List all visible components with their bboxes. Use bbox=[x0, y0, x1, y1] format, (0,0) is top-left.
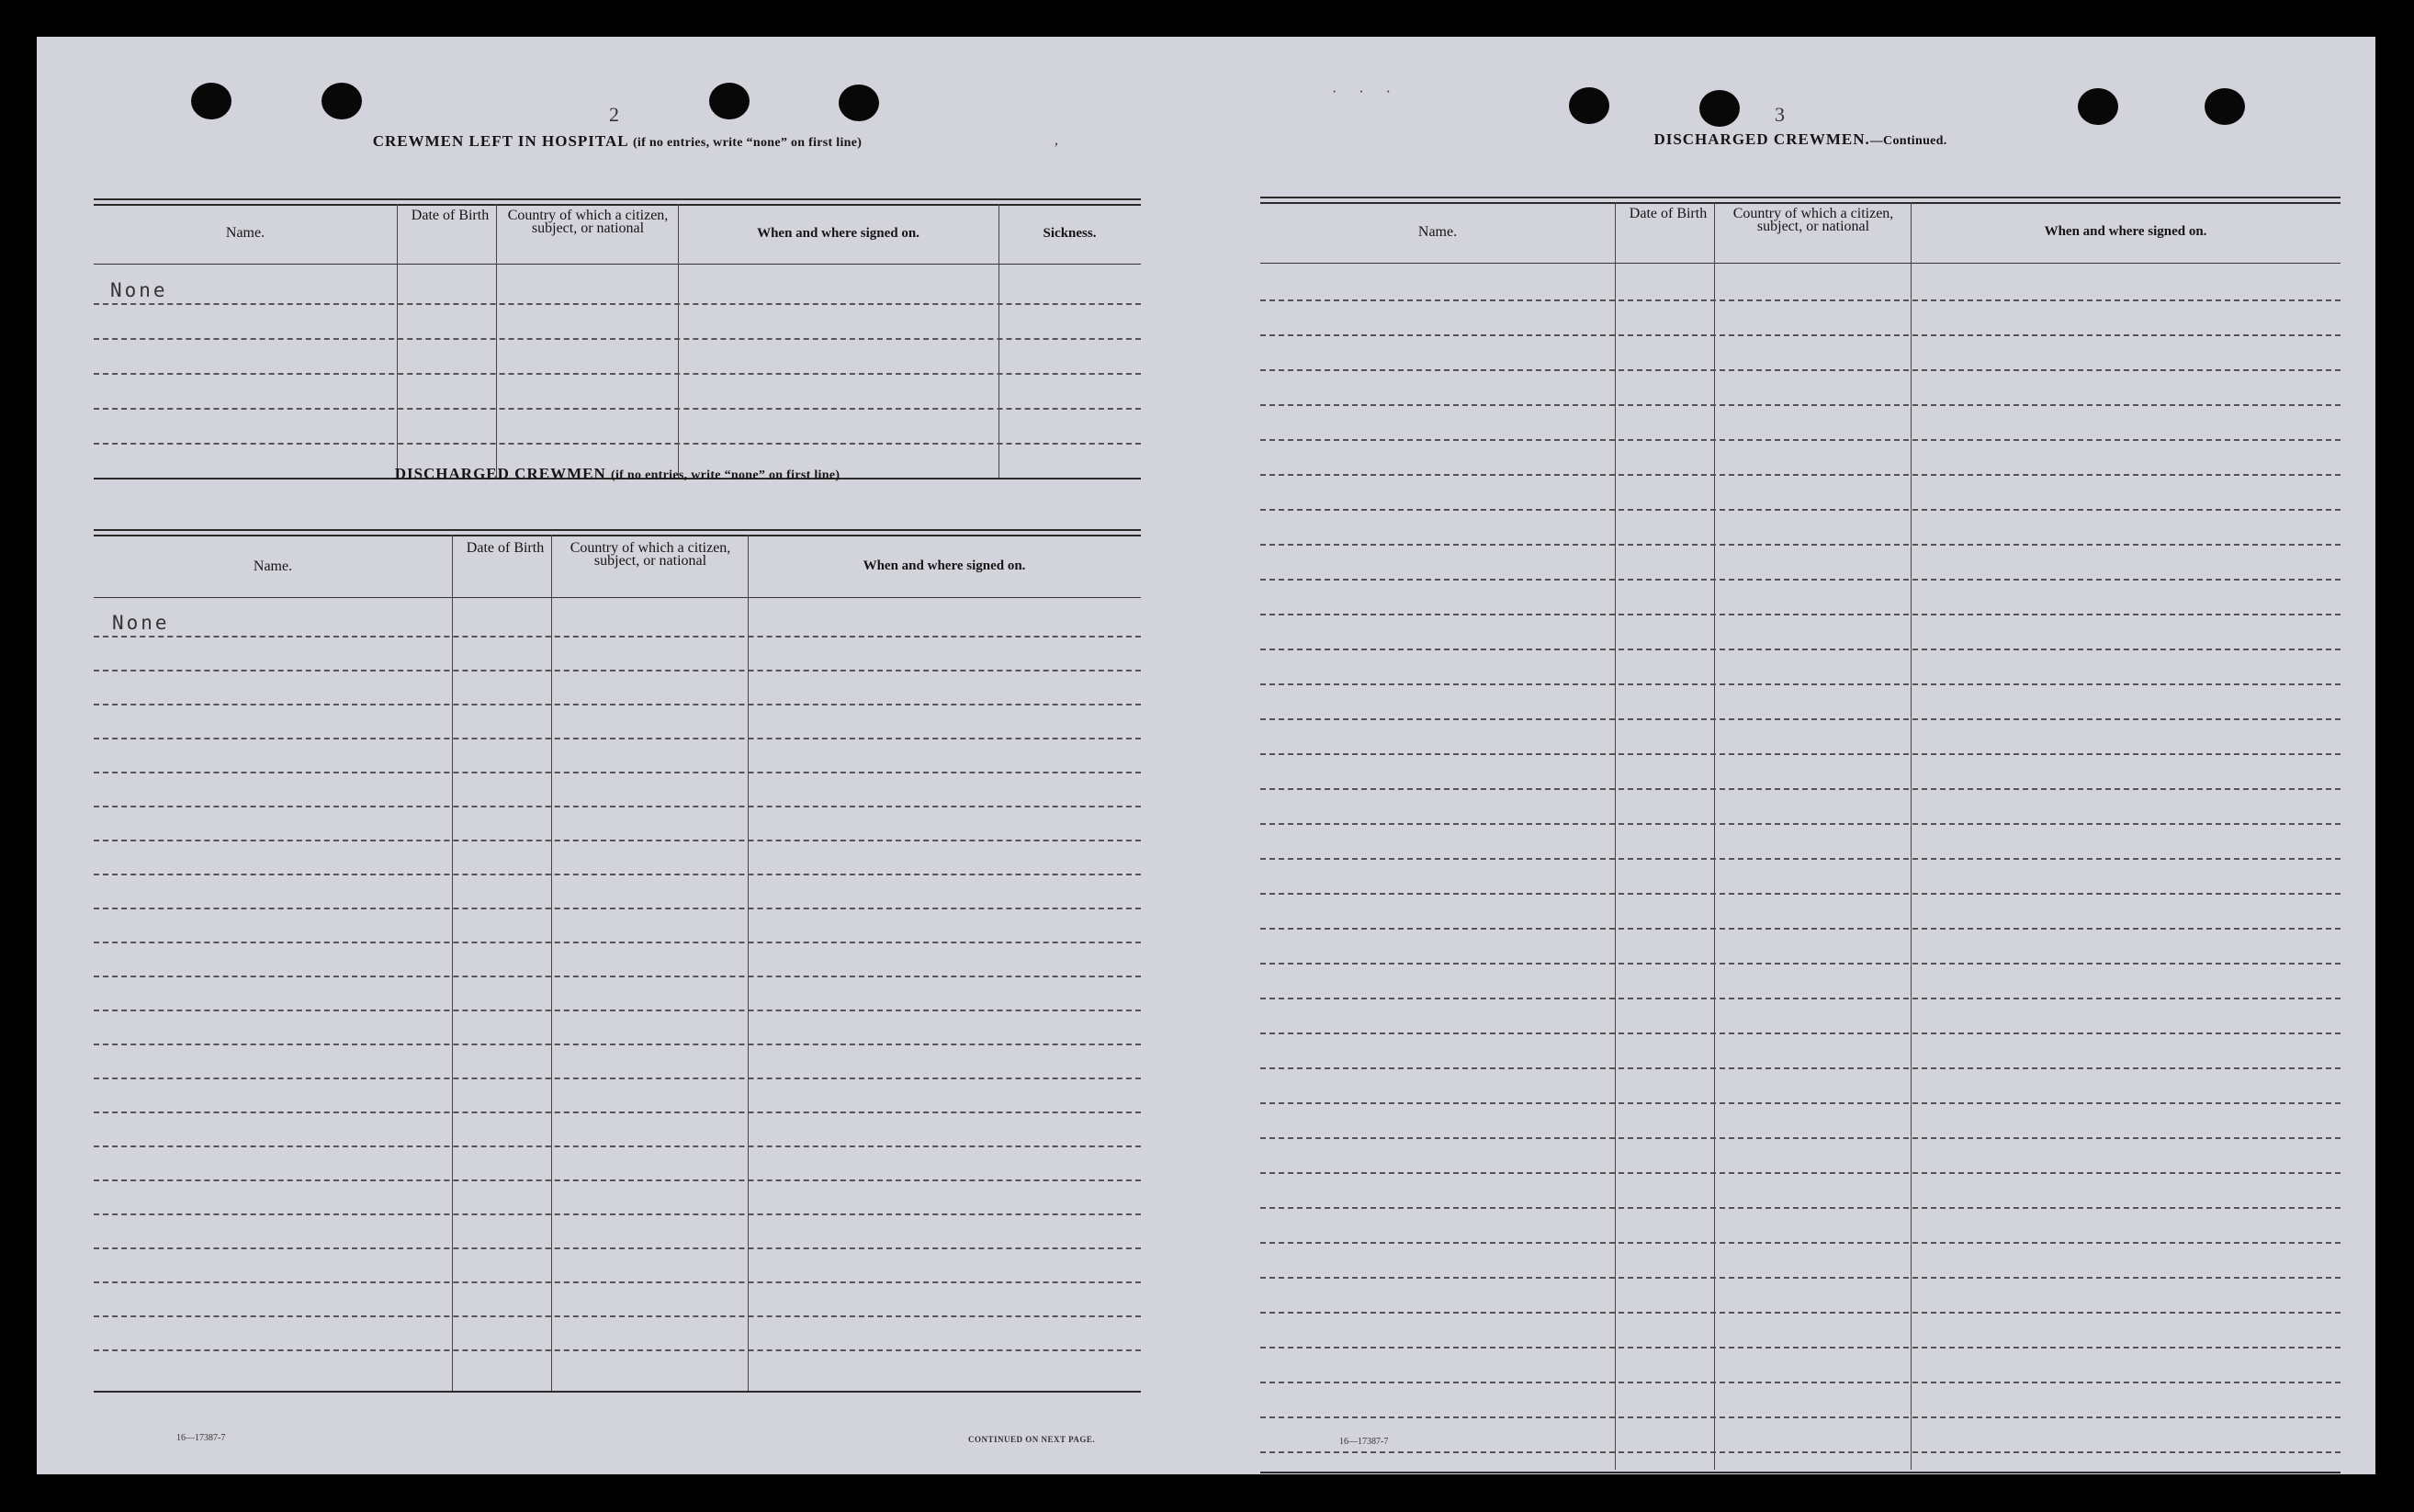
entry-line bbox=[1260, 1067, 2341, 1069]
entry-line bbox=[94, 303, 1141, 305]
entry-line bbox=[94, 874, 1141, 875]
col-header-name: Name. bbox=[253, 559, 293, 574]
entry-line bbox=[94, 942, 1141, 943]
column-rule bbox=[496, 204, 497, 478]
page-number-left: 2 bbox=[609, 103, 619, 126]
entry-line bbox=[94, 704, 1141, 705]
entry-line bbox=[1260, 963, 2341, 965]
punch-hole bbox=[1569, 87, 1609, 124]
entry-line bbox=[1260, 1172, 2341, 1174]
rule bbox=[94, 535, 1141, 536]
column-rule bbox=[748, 535, 749, 1391]
header-rule bbox=[94, 597, 1141, 598]
hospital-section bbox=[94, 129, 1141, 482]
entry-line bbox=[94, 1044, 1141, 1045]
discharged-title: DISCHARGED CREWMEN (if no entries, write “none” on first line) bbox=[394, 465, 840, 482]
entry-line bbox=[1260, 1416, 2341, 1418]
form-number-left: 16—17387-7 bbox=[176, 1433, 226, 1443]
entry-line bbox=[94, 1145, 1141, 1147]
entry-line bbox=[1260, 1242, 2341, 1244]
entry-line bbox=[94, 772, 1141, 773]
entry-line bbox=[1260, 299, 2341, 301]
entry-line bbox=[1260, 1312, 2341, 1314]
col-header-country: Country of which a citizen, subject, or national bbox=[507, 208, 669, 236]
entry-line bbox=[1260, 439, 2341, 441]
entry-line bbox=[1260, 1277, 2341, 1279]
entry-line bbox=[94, 1349, 1141, 1351]
entry-line bbox=[1260, 509, 2341, 511]
column-rule bbox=[551, 535, 552, 1391]
discharged-continued-title: DISCHARGED CREWMEN.—Continued. bbox=[1653, 130, 1947, 148]
entry-line bbox=[1260, 753, 2341, 755]
punch-hole bbox=[839, 85, 879, 121]
entry-line bbox=[1260, 858, 2341, 860]
header-rule bbox=[94, 264, 1141, 265]
form-number-right: 16—17387-7 bbox=[1339, 1437, 1389, 1447]
entry-line bbox=[94, 1247, 1141, 1249]
entry-line bbox=[94, 738, 1141, 739]
column-rule bbox=[1615, 202, 1616, 1470]
entry-line bbox=[1260, 614, 2341, 615]
entry-line bbox=[1260, 544, 2341, 546]
hospital-entry: None bbox=[110, 279, 168, 301]
col-header-when-where: When and where signed on. bbox=[863, 559, 1026, 573]
continued-note: CONTINUED ON NEXT PAGE. bbox=[968, 1435, 1096, 1444]
entry-line bbox=[94, 1179, 1141, 1181]
entry-line bbox=[1260, 404, 2341, 406]
hospital-title: CREWMEN LEFT IN HOSPITAL (if no entries, write “none” on first line) bbox=[372, 132, 863, 150]
entry-line bbox=[94, 1315, 1141, 1317]
punch-hole bbox=[2205, 88, 2245, 125]
entry-line bbox=[1260, 1032, 2341, 1034]
discharged-continued-section bbox=[1260, 129, 2341, 1447]
punch-hole bbox=[321, 83, 362, 119]
entry-line bbox=[1260, 1347, 2341, 1348]
column-rule bbox=[1714, 202, 1715, 1470]
entry-line bbox=[1260, 893, 2341, 895]
discharged-entry: None bbox=[112, 612, 170, 634]
entry-line bbox=[1260, 998, 2341, 999]
column-rule bbox=[397, 204, 398, 478]
entry-line bbox=[94, 1078, 1141, 1079]
entry-line bbox=[1260, 1102, 2341, 1104]
stray-marks: · · · bbox=[1332, 85, 1400, 100]
entry-line bbox=[94, 1281, 1141, 1283]
col-header-date-of-birth: Date of Birth bbox=[466, 540, 545, 556]
entry-line bbox=[1260, 1207, 2341, 1209]
entry-line bbox=[94, 373, 1141, 375]
entry-line bbox=[1260, 683, 2341, 685]
entry-line bbox=[94, 806, 1141, 807]
entry-line bbox=[1260, 718, 2341, 720]
rule bbox=[94, 529, 1141, 531]
col-header-name: Name. bbox=[1417, 224, 1458, 240]
form-sheet bbox=[37, 37, 2375, 1474]
column-rule bbox=[678, 204, 679, 478]
column-rule bbox=[998, 204, 999, 478]
col-header-when-where: When and where signed on. bbox=[757, 226, 919, 241]
rule bbox=[94, 204, 1141, 206]
entry-line bbox=[94, 443, 1141, 445]
rule bbox=[94, 198, 1141, 200]
rule bbox=[1260, 197, 2341, 198]
entry-line bbox=[94, 338, 1141, 340]
entry-line bbox=[94, 976, 1141, 977]
entry-line bbox=[94, 670, 1141, 671]
column-rule bbox=[1911, 202, 1912, 1470]
entry-line bbox=[1260, 369, 2341, 371]
punch-hole bbox=[709, 83, 750, 119]
rule bbox=[1260, 202, 2341, 204]
entry-line bbox=[94, 908, 1141, 909]
entry-line bbox=[94, 1010, 1141, 1011]
discharged-section bbox=[94, 461, 1141, 1444]
entry-line bbox=[1260, 334, 2341, 336]
entry-line bbox=[1260, 928, 2341, 930]
entry-line bbox=[1260, 579, 2341, 581]
col-header-name: Name. bbox=[225, 225, 265, 241]
col-header-when-where: When and where signed on. bbox=[2044, 224, 2207, 239]
section-bottom-rule bbox=[94, 1391, 1141, 1393]
entry-line bbox=[1260, 1451, 2341, 1453]
col-header-sickness: Sickness. bbox=[1043, 226, 1097, 241]
col-header-country: Country of which a citizen, subject, or national bbox=[570, 540, 731, 569]
entry-line bbox=[1260, 649, 2341, 650]
entry-line bbox=[1260, 788, 2341, 790]
page-number-right: 3 bbox=[1775, 103, 1785, 126]
col-header-country: Country of which a citizen, subject, or national bbox=[1732, 206, 1894, 234]
col-header-date-of-birth: Date of Birth bbox=[411, 208, 490, 223]
punch-hole bbox=[1699, 90, 1740, 127]
entry-line bbox=[1260, 1137, 2341, 1139]
entry-line bbox=[94, 636, 1141, 638]
section-bottom-rule bbox=[1260, 1472, 2341, 1473]
entry-line bbox=[94, 408, 1141, 410]
punch-hole bbox=[191, 83, 231, 119]
entry-line bbox=[94, 1213, 1141, 1215]
col-header-date-of-birth: Date of Birth bbox=[1629, 206, 1708, 221]
entry-line bbox=[1260, 1382, 2341, 1383]
column-rule bbox=[452, 535, 453, 1391]
entry-line bbox=[1260, 474, 2341, 476]
header-rule bbox=[1260, 263, 2341, 264]
entry-line bbox=[1260, 823, 2341, 825]
stray-mark: , bbox=[1055, 132, 1058, 148]
punch-hole bbox=[2078, 88, 2118, 125]
entry-line bbox=[94, 1111, 1141, 1113]
entry-line bbox=[94, 840, 1141, 841]
